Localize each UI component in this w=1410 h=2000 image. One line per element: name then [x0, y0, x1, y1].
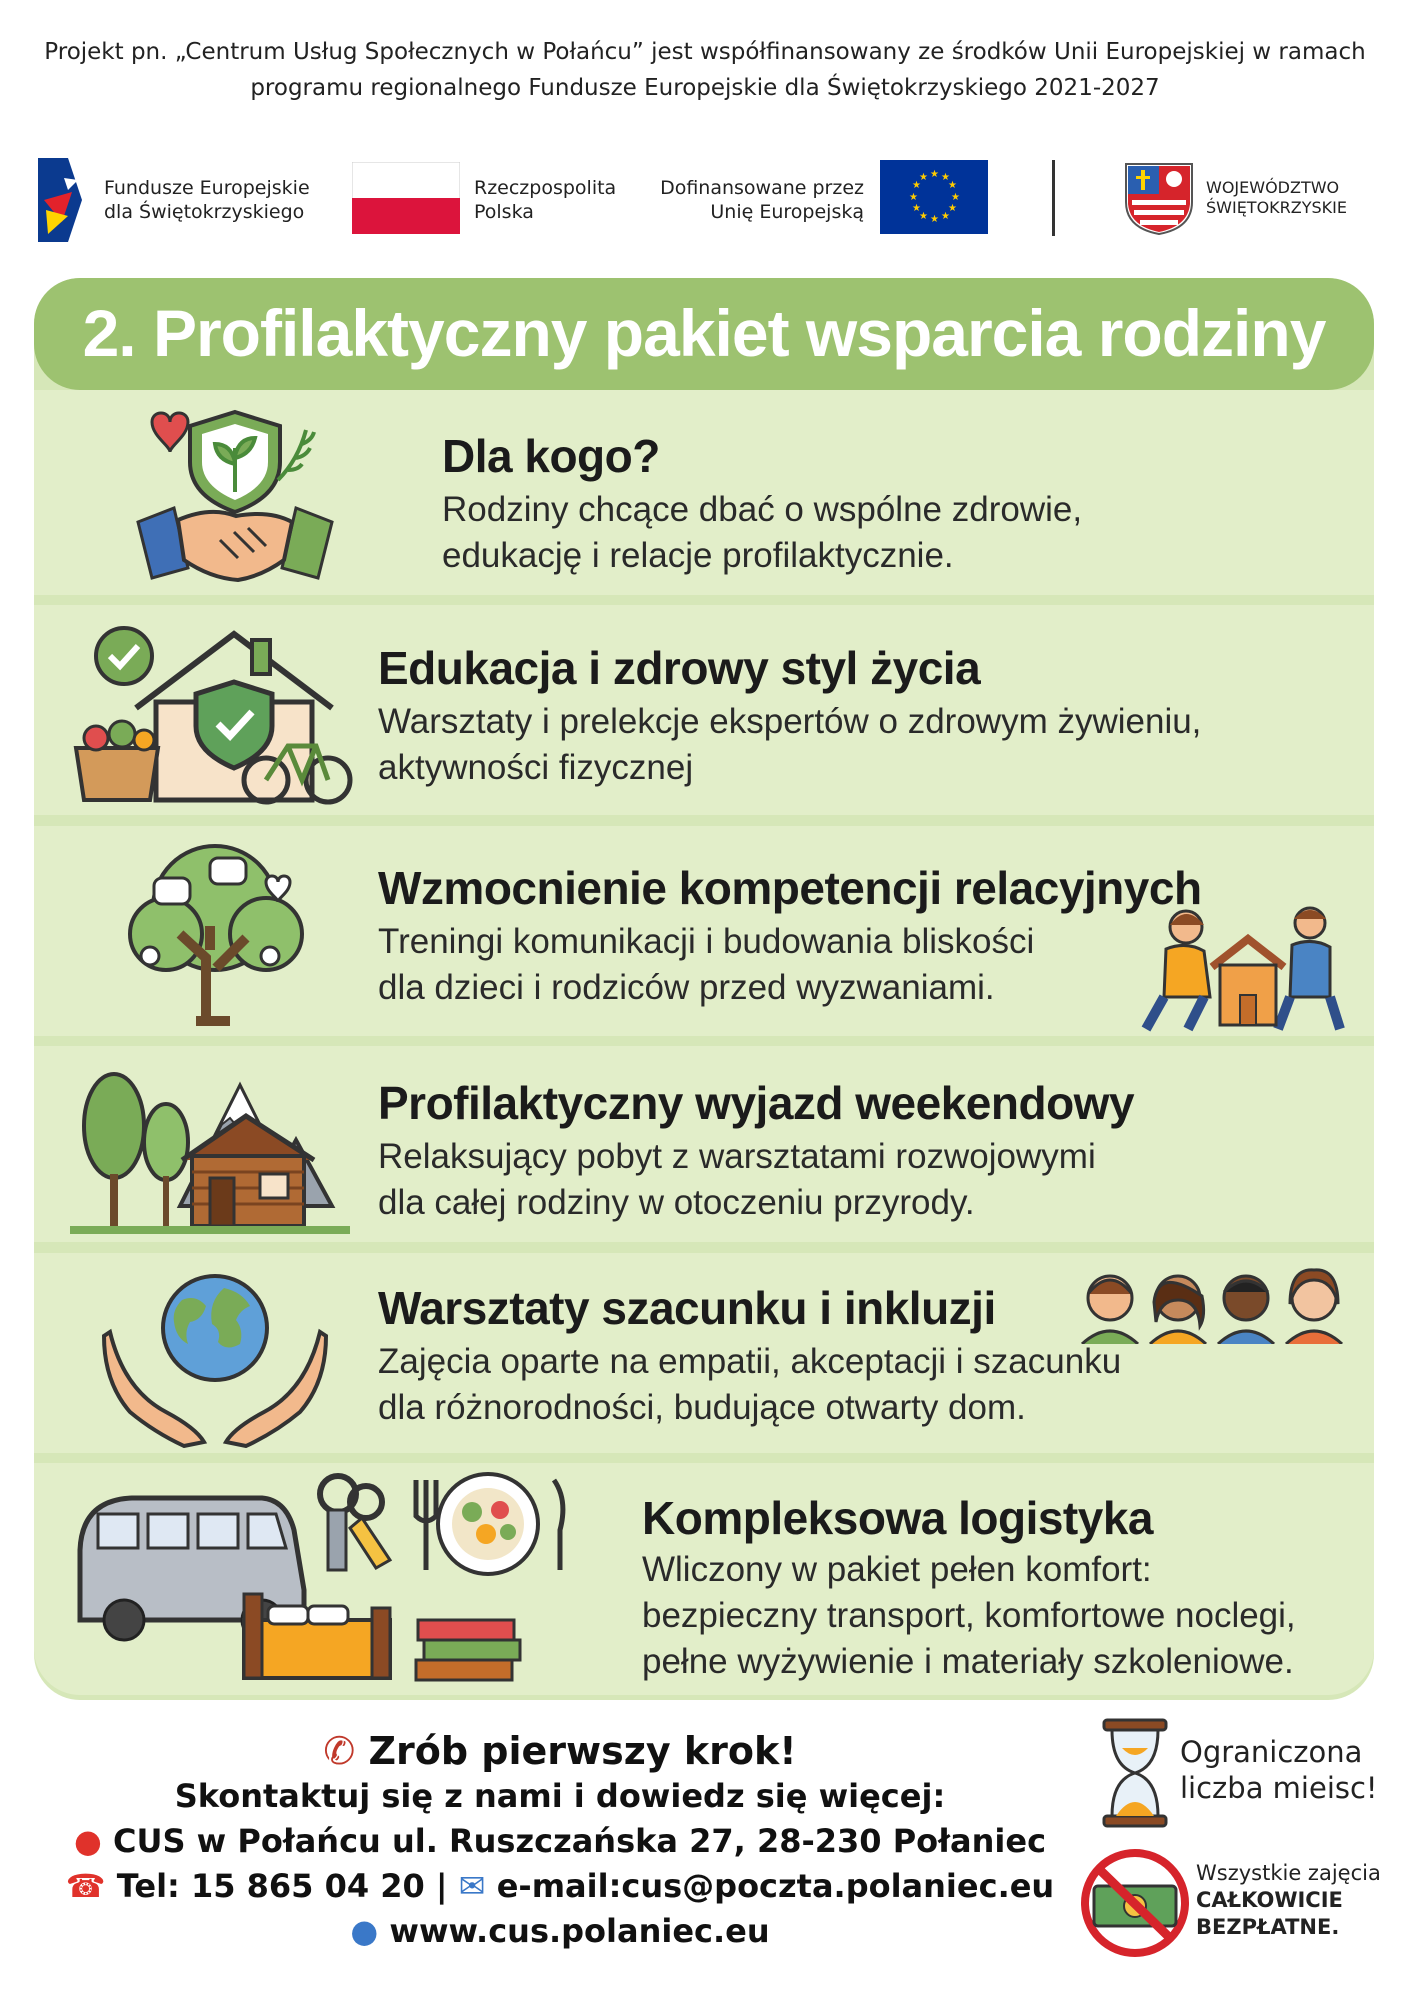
section-title-wyjazd: Profilaktyczny wyjazd weekendowy [378, 1077, 1135, 1129]
fe-line2: dla Świętokrzyskiego [104, 201, 305, 223]
free-line1: Wszystkie zajęcia [1196, 1861, 1381, 1885]
section-text-dla-kogo-line1: Rodziny chcące dbać o wspólne zdrowie, [442, 490, 1083, 529]
logo-divider [1052, 160, 1055, 236]
section-title-relacje: Wzmocnienie kompetencji relacyjnych [378, 862, 1202, 914]
woj-logo-text [1206, 178, 1347, 218]
rp-logo-text [474, 176, 616, 224]
woj-line1: WOJEWÓDZTWO [1206, 178, 1340, 197]
phone-icon: ✆ [323, 1729, 356, 1773]
svg-text:★: ★ [948, 203, 957, 214]
address-text: CUS w Połańcu ul. Ruszczańska 27, 28-230 Połaniec [113, 1822, 1047, 1860]
funding-note-line2: programu regionalnego Fundusze Europejskie dla Świętokrzyskiego 2021-2027 [250, 75, 1160, 101]
section-text-logistyka-line1: Wliczony w pakiet pełen komfort: [642, 1550, 1152, 1589]
limited-line2: liczba mieisc! [1180, 1771, 1378, 1805]
free-line3: BEZPŁATNE. [1196, 1915, 1340, 1939]
fe-line1: Fundusze Europejskie [104, 177, 310, 199]
woj-line2: ŚWIĘTOKRZYSKIE [1206, 198, 1347, 217]
contact-www [40, 1910, 1080, 1952]
location-pin-icon: ● [73, 1822, 102, 1860]
section-text-relacje-line2: dla dzieci i rodziców przed wyzwaniami. [378, 968, 995, 1007]
section-text-szacunek-line2: dla różnorodności, budujące otwarty dom. [378, 1388, 1026, 1427]
handshake-shield-icon [130, 400, 340, 590]
phone-text[interactable]: Tel: 15 865 04 20 | [116, 1867, 448, 1905]
diverse-people-icon [1076, 1268, 1348, 1344]
contact-address [40, 1820, 1080, 1862]
contact-intro: Skontaktuj się z nami i dowiedz się więcej: [174, 1777, 946, 1815]
contact-cta [40, 1728, 1080, 1774]
limited-line1: Ograniczona [1180, 1735, 1363, 1769]
swietokrzyskie-coat-of-arms-icon [1124, 162, 1194, 236]
cabin-mountains-icon [70, 1056, 350, 1236]
free-line2: CAŁKOWICIE [1196, 1888, 1343, 1912]
eu-flag-icon [880, 160, 988, 234]
no-money-icon [1080, 1848, 1190, 1958]
section-text-dla-kogo-line2: edukację i relacje profilaktycznie. [442, 536, 954, 575]
section-text-edukacja-line1: Warsztaty i prelekcje ekspertów o zdrowym żywieniu, [378, 702, 1202, 741]
house-bike-basket-icon [66, 618, 356, 808]
fe-logo-text [104, 176, 310, 224]
section-title-edukacja: Edukacja i zdrowy styl życia [378, 642, 981, 694]
svg-text:★: ★ [919, 172, 928, 183]
svg-text:★: ★ [919, 211, 928, 222]
rp-line1: Rzeczpospolita [474, 177, 617, 199]
funding-note-line1: Projekt pn. „Centrum Usług Społecznych w Połańcu” jest współfinansowany ze środków Unii Europejskiej w ramach [44, 39, 1366, 65]
hourglass-icon [1100, 1718, 1170, 1828]
rp-line2: Polska [474, 201, 534, 223]
fundusze-europejskie-logo [38, 150, 90, 246]
section-title-logistyka: Kompleksowa logistyka [642, 1492, 1153, 1544]
ue-line2: Unię Europejską [710, 201, 864, 223]
ue-line1: Dofinansowane przez [660, 177, 864, 199]
section-text-edukacja-line2: aktywności fizycznej [378, 748, 694, 787]
section-text-logistyka-line2: bezpieczny transport, komfortowe noclegi, [642, 1596, 1296, 1635]
svg-text:★: ★ [912, 180, 921, 191]
telephone-icon: ☎ [65, 1867, 106, 1905]
svg-text:★: ★ [930, 214, 939, 225]
website-link[interactable]: www.cus.polaniec.eu [389, 1912, 770, 1950]
tree-chat-icon [120, 838, 310, 1028]
family-building-house-icon [1140, 905, 1350, 1033]
funding-note [30, 34, 1380, 106]
cta-text: Zrób pierwszy krok! [368, 1729, 797, 1773]
email-link[interactable]: e-mail:cus@poczta.polaniec.eu [496, 1867, 1055, 1905]
limited-places-badge [1180, 1734, 1378, 1806]
section-title-dla-kogo: Dla kogo? [442, 430, 660, 482]
svg-text:★: ★ [948, 180, 957, 191]
free-classes-badge [1196, 1860, 1381, 1941]
svg-text:★: ★ [930, 169, 939, 180]
svg-text:★: ★ [912, 203, 921, 214]
van-keys-bed-food-books-icon [72, 1470, 612, 1692]
section-text-szacunek-line1: Zajęcia oparte na empatii, akceptacji i szacunku [378, 1342, 1122, 1381]
section-text-logistyka-line3: pełne wyżywienie i materiały szkoleniowe. [642, 1642, 1294, 1681]
polish-flag-icon [352, 162, 460, 234]
email-icon: ✉ [458, 1867, 486, 1905]
svg-text:★: ★ [909, 192, 918, 203]
page-title: 2. Profilaktyczny pakiet wsparcia rodziny [82, 296, 1326, 370]
ue-logo-text [640, 176, 864, 224]
hands-globe-icon [100, 1262, 330, 1448]
svg-text:★: ★ [941, 211, 950, 222]
svg-text:★: ★ [951, 192, 960, 203]
section-text-relacje-line1: Treningi komunikacji i budowania bliskości [378, 922, 1035, 961]
section-title-szacunek: Warsztaty szacunku i inkluzji [378, 1282, 996, 1334]
section-text-wyjazd-line1: Relaksujący pobyt z warsztatami rozwojowymi [378, 1137, 1096, 1176]
section-text-wyjazd-line2: dla całej rodziny w otoczeniu przyrody. [378, 1183, 975, 1222]
logo-strip [0, 150, 1410, 260]
svg-text:★: ★ [941, 172, 950, 183]
contact-phone-email [40, 1865, 1080, 1907]
globe-icon: ● [350, 1912, 379, 1950]
